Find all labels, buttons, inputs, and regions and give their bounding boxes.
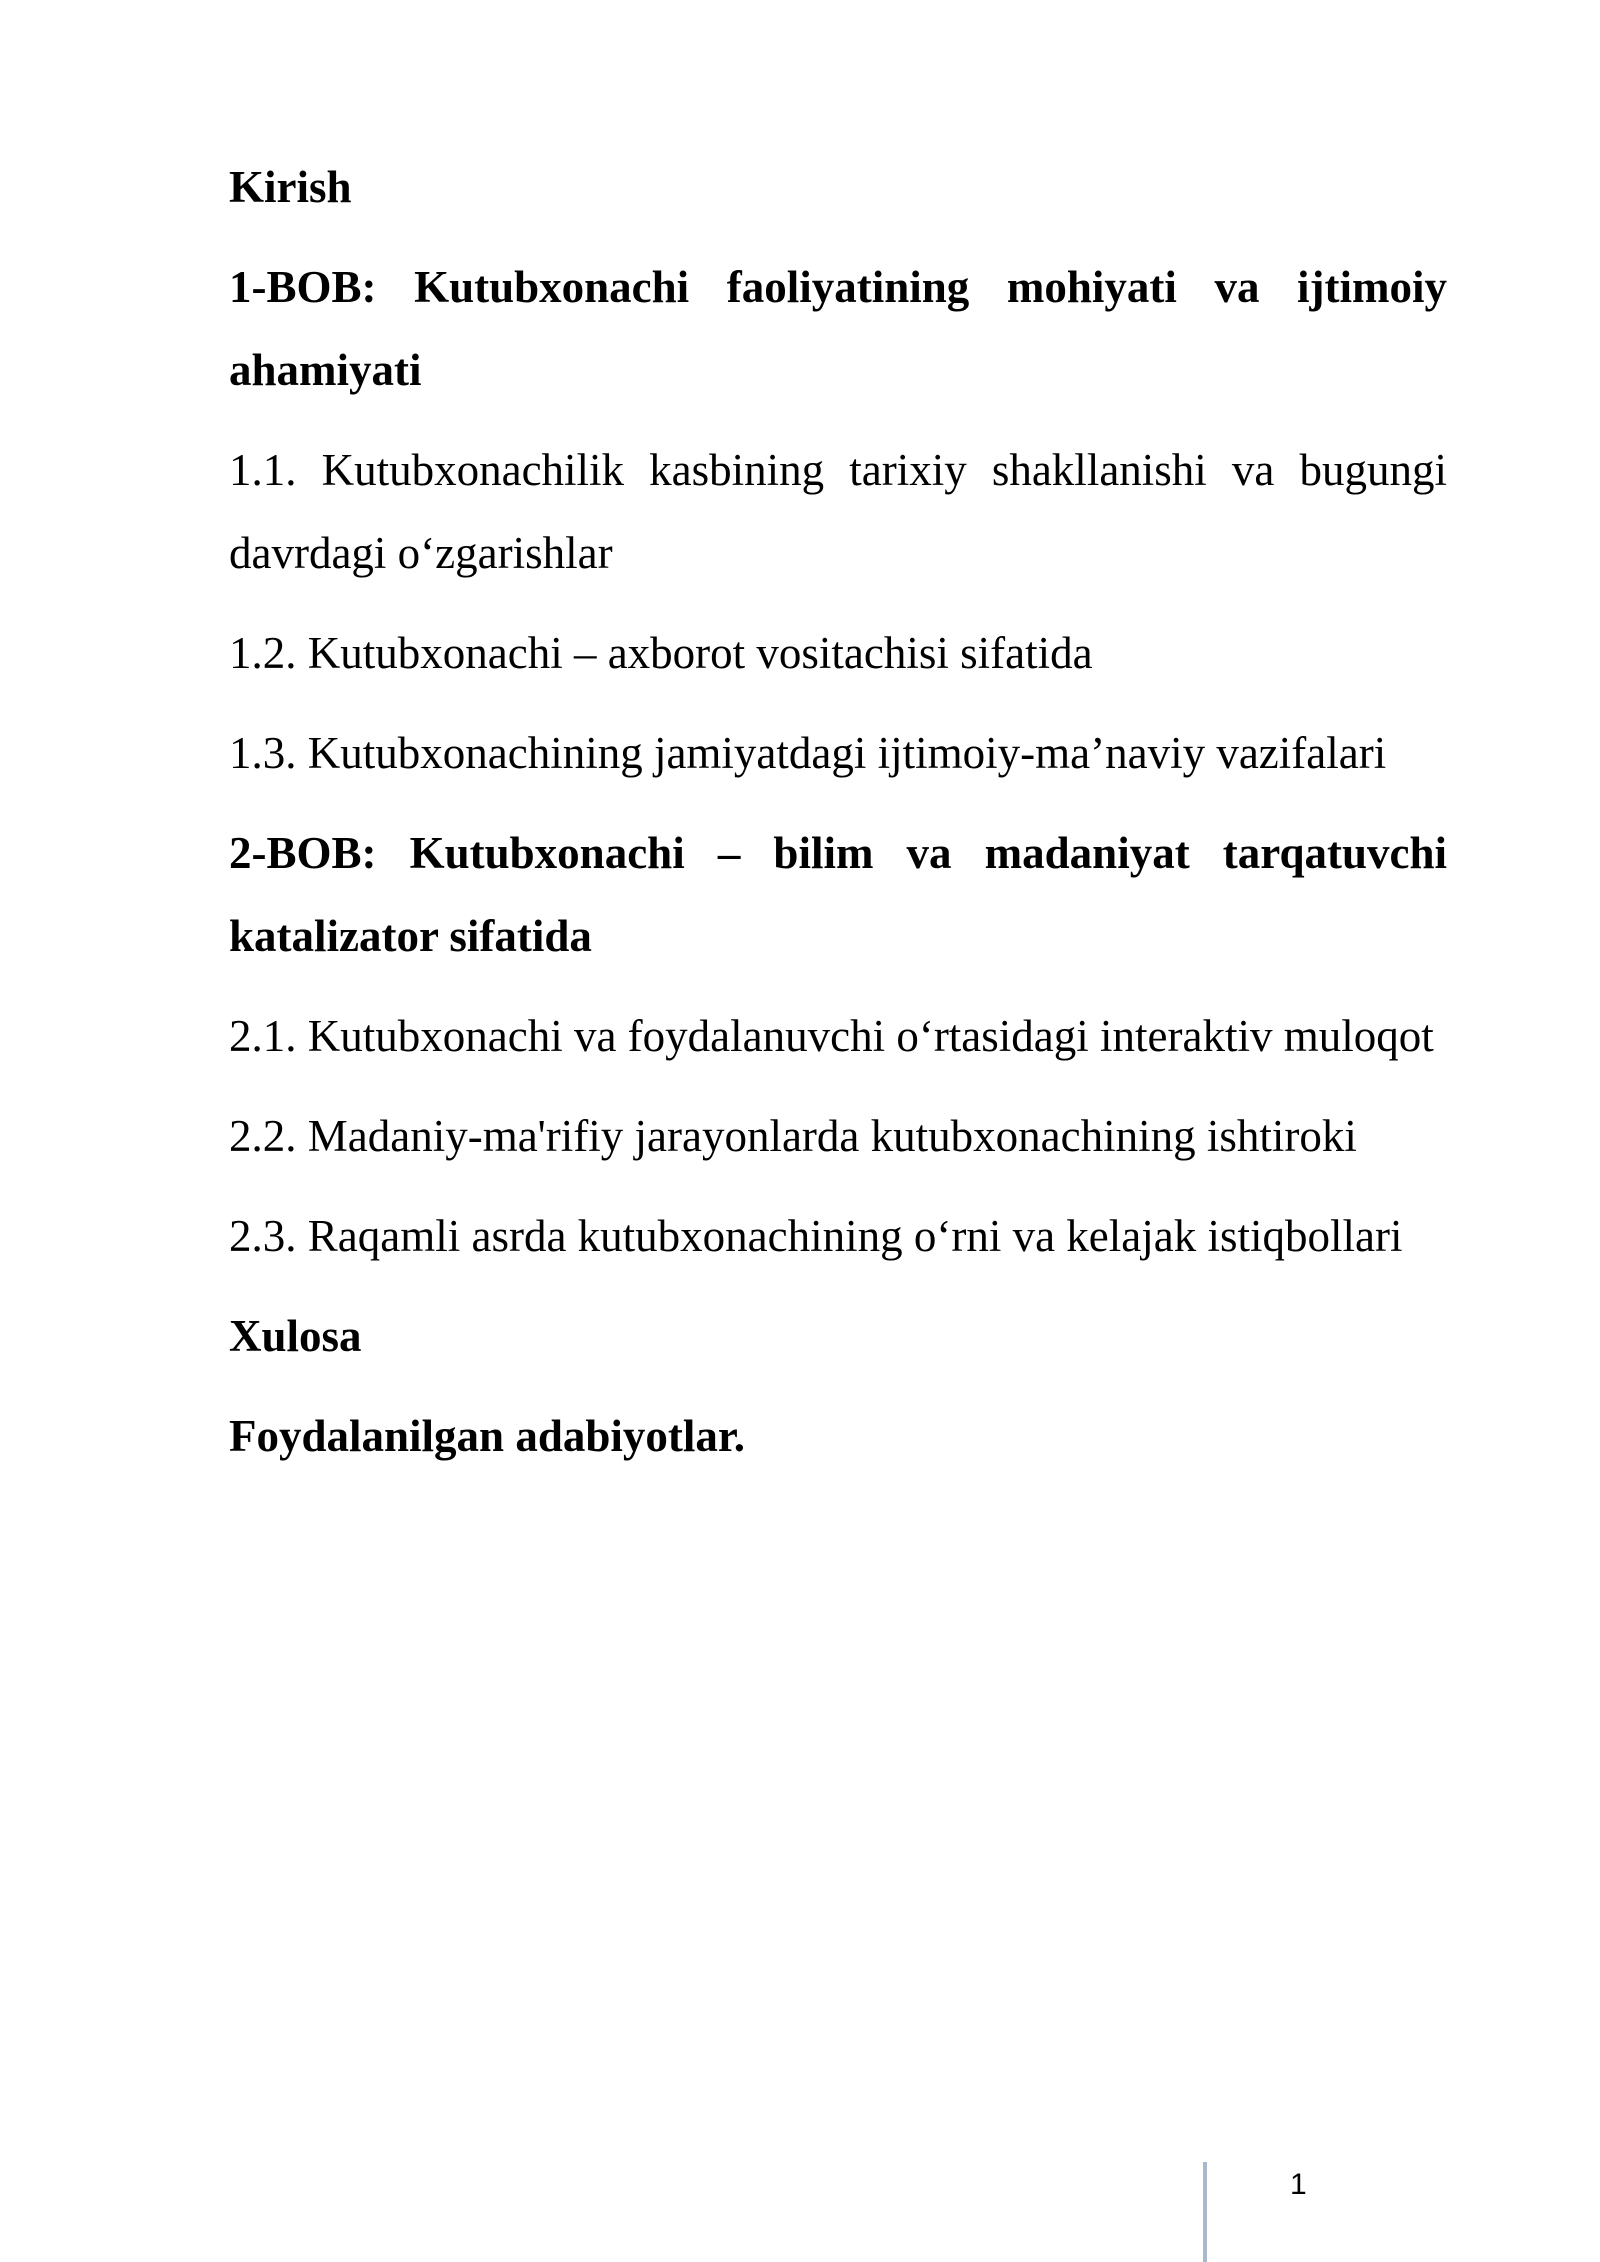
toc-section-1-2: 1.2. Kutubxonachi – axborot vositachisi sifatida [229, 628, 1093, 678]
page-number: 1 [1290, 2168, 1307, 2201]
toc-chapter-2: 2-BOB: Kutubxonachi – bilim va madaniyat tarqatuvchi katalizator sifatida [229, 828, 1447, 961]
footer-divider [1203, 2162, 1207, 2262]
toc-section-2-1: 2.1. Kutubxonachi va foydalanuvchi o‘rtasidagi interaktiv muloqot [229, 1011, 1434, 1061]
toc-chapter-1: 1-BOB: Kutubxonachi faoliyatining mohiyati va ijtimoiy ahamiyati [229, 262, 1447, 395]
toc-section-2-2: 2.2. Madaniy-ma'rifiy jarayonlarda kutubxonachining ishtiroki [229, 1111, 1357, 1161]
toc-entry-kirish: Kirish [229, 162, 352, 212]
toc-entry-xulosa: Xulosa [229, 1311, 362, 1361]
toc-entry-adabiyotlar: Foydalanilgan adabiyotlar. [229, 1411, 745, 1461]
toc-section-2-3: 2.3. Raqamli asrda kutubxonachining o‘rni va kelajak istiqbollari [229, 1211, 1403, 1261]
table-of-contents [229, 146, 1447, 1495]
toc-section-1-3: 1.3. Kutubxonachining jamiyatdagi ijtimoiy-ma’naviy vazifalari [229, 728, 1387, 778]
toc-section-1-1: 1.1. Kutubxonachilik kasbining tarixiy shakllanishi va bugungi davrdagi o‘zgarishlar [229, 445, 1447, 578]
